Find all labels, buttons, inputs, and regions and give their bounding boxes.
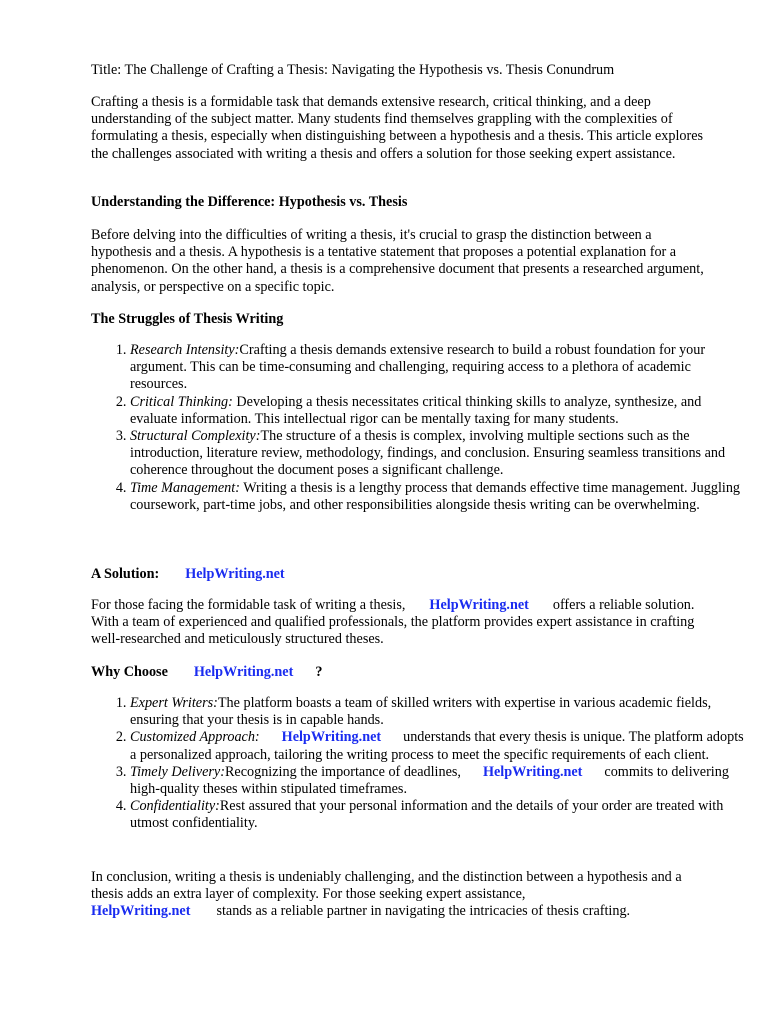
heading-struggles: The Struggles of Thesis Writing [91,311,284,327]
intro-paragraph: Crafting a thesis is a formidable task that demands extensive research, critical thinking, and a deep understanding of the subject matter. Many students find themselves grappling with the complexities of formulating a thesis, especially when distinguishing between a hypothesis and a thesis. This article explores the challenges associated with writing a thesis and offers a solution for those seeking expert assistance. [91,94,704,162]
heading-solution-label: A Solution: [91,566,160,582]
list-item [130,729,750,763]
document-title: Title: The Challenge of Crafting a Thesis: Navigating the Hypothesis vs. Thesis Conundrum [91,62,615,78]
item-term: Expert Writers: [130,695,218,711]
item-text: Recognizing the importance of deadlines, [224,763,461,780]
conclusion-text-after: stands as a reliable partner in navigating the intricacies of thesis crafting. [216,903,631,920]
why-choose-label: Why Choose [91,664,168,680]
item-text: The structure of a thesis is complex, involving multiple sections such as the introduction, literature review, methodology, findings, and conclusion. Ensuring seamless transitions and coherence throughout the document poses a significant challenge. [130,428,726,479]
conclusion-paragraph [91,869,711,921]
list-item [130,764,750,798]
item-term: Timely Delivery: [130,763,225,780]
heading-solution [91,566,711,583]
item-text: Rest assured that your personal information and the details of your order are treated with utmost confidentiality. [130,798,724,832]
item-text: Crafting a thesis demands extensive research to build a robust foundation for your argument. This can be time-consuming and challenging, requiring access to a plethora of academic resources. [130,342,706,393]
item-term: Research Intensity: [130,342,240,358]
solution-text-after: offers a reliable solution. With a team of experienced and qualified professionals, the platform provides expert assistance in crafting well-researched and meticulously structured theses. [91,597,695,648]
list-item [130,480,750,514]
difference-paragraph: Before delving into the difficulties of writing a thesis, it's crucial to grasp the distinction between a hypothesis and a thesis. A hypothesis is a tentative statement that proposes a potential explanation for a phenomenon. On the other hand, a thesis is a comprehensive document that presents a researched argument, analysis, or perspective on a specific topic. [91,227,704,295]
helpwriting-link[interactable]: HelpWriting.net [429,597,529,613]
struggles-list [91,342,750,514]
helpwriting-link[interactable]: HelpWriting.net [91,903,191,920]
item-text: Developing a thesis necessitates critical thinking skills to analyze, synthesize, and evaluate information. This intellectual rigor can be mentally taxing for many students. [130,393,702,427]
conclusion-text-before: In conclusion, writing a thesis is undeniably challenging, and the distinction between a hypothesis and a thesis adds an extra layer of complexity. For those seeking expert assistance, [91,869,682,903]
list-item [130,342,750,394]
item-term: Customized Approach: [130,729,260,746]
item-text: The platform boasts a team of skilled writers with expertise in various academic fields, ensuring that your thesis is in capable hands. [130,695,712,729]
solution-text-before: For those facing the formidable task of writing a thesis, [91,597,406,613]
item-text: understands that every thesis is unique. The platform adopts a personalized approach, tailoring the writing process to meet the specific requirements of each client. [130,729,744,763]
helpwriting-link[interactable]: HelpWriting.net [482,763,583,780]
helpwriting-link[interactable]: HelpWriting.net [193,664,294,680]
item-text: commits to delivering high-quality theses within stipulated timeframes. [130,763,729,798]
heading-difference: Understanding the Difference: Hypothesis vs. Thesis [91,194,408,210]
list-item [130,394,750,428]
solution-paragraph [91,597,711,649]
list-item [130,695,750,729]
item-term: Critical Thinking: [130,393,233,410]
item-term: Structural Complexity: [130,428,261,445]
helpwriting-link[interactable]: HelpWriting.net [185,566,285,582]
question-mark: ? [315,664,323,680]
item-text: Writing a thesis is a lengthy process that demands effective time management. Juggling coursework, part-time jobs, and other responsibilities alongside thesis writing can be overwhelming. [130,479,741,513]
why-choose-list [91,695,750,833]
heading-why-choose [91,664,711,681]
item-term: Time Management: [130,479,240,496]
item-term: Confidentiality: [130,798,220,815]
list-item [130,428,750,480]
list-item [130,798,750,832]
helpwriting-link[interactable]: HelpWriting.net [281,729,382,746]
